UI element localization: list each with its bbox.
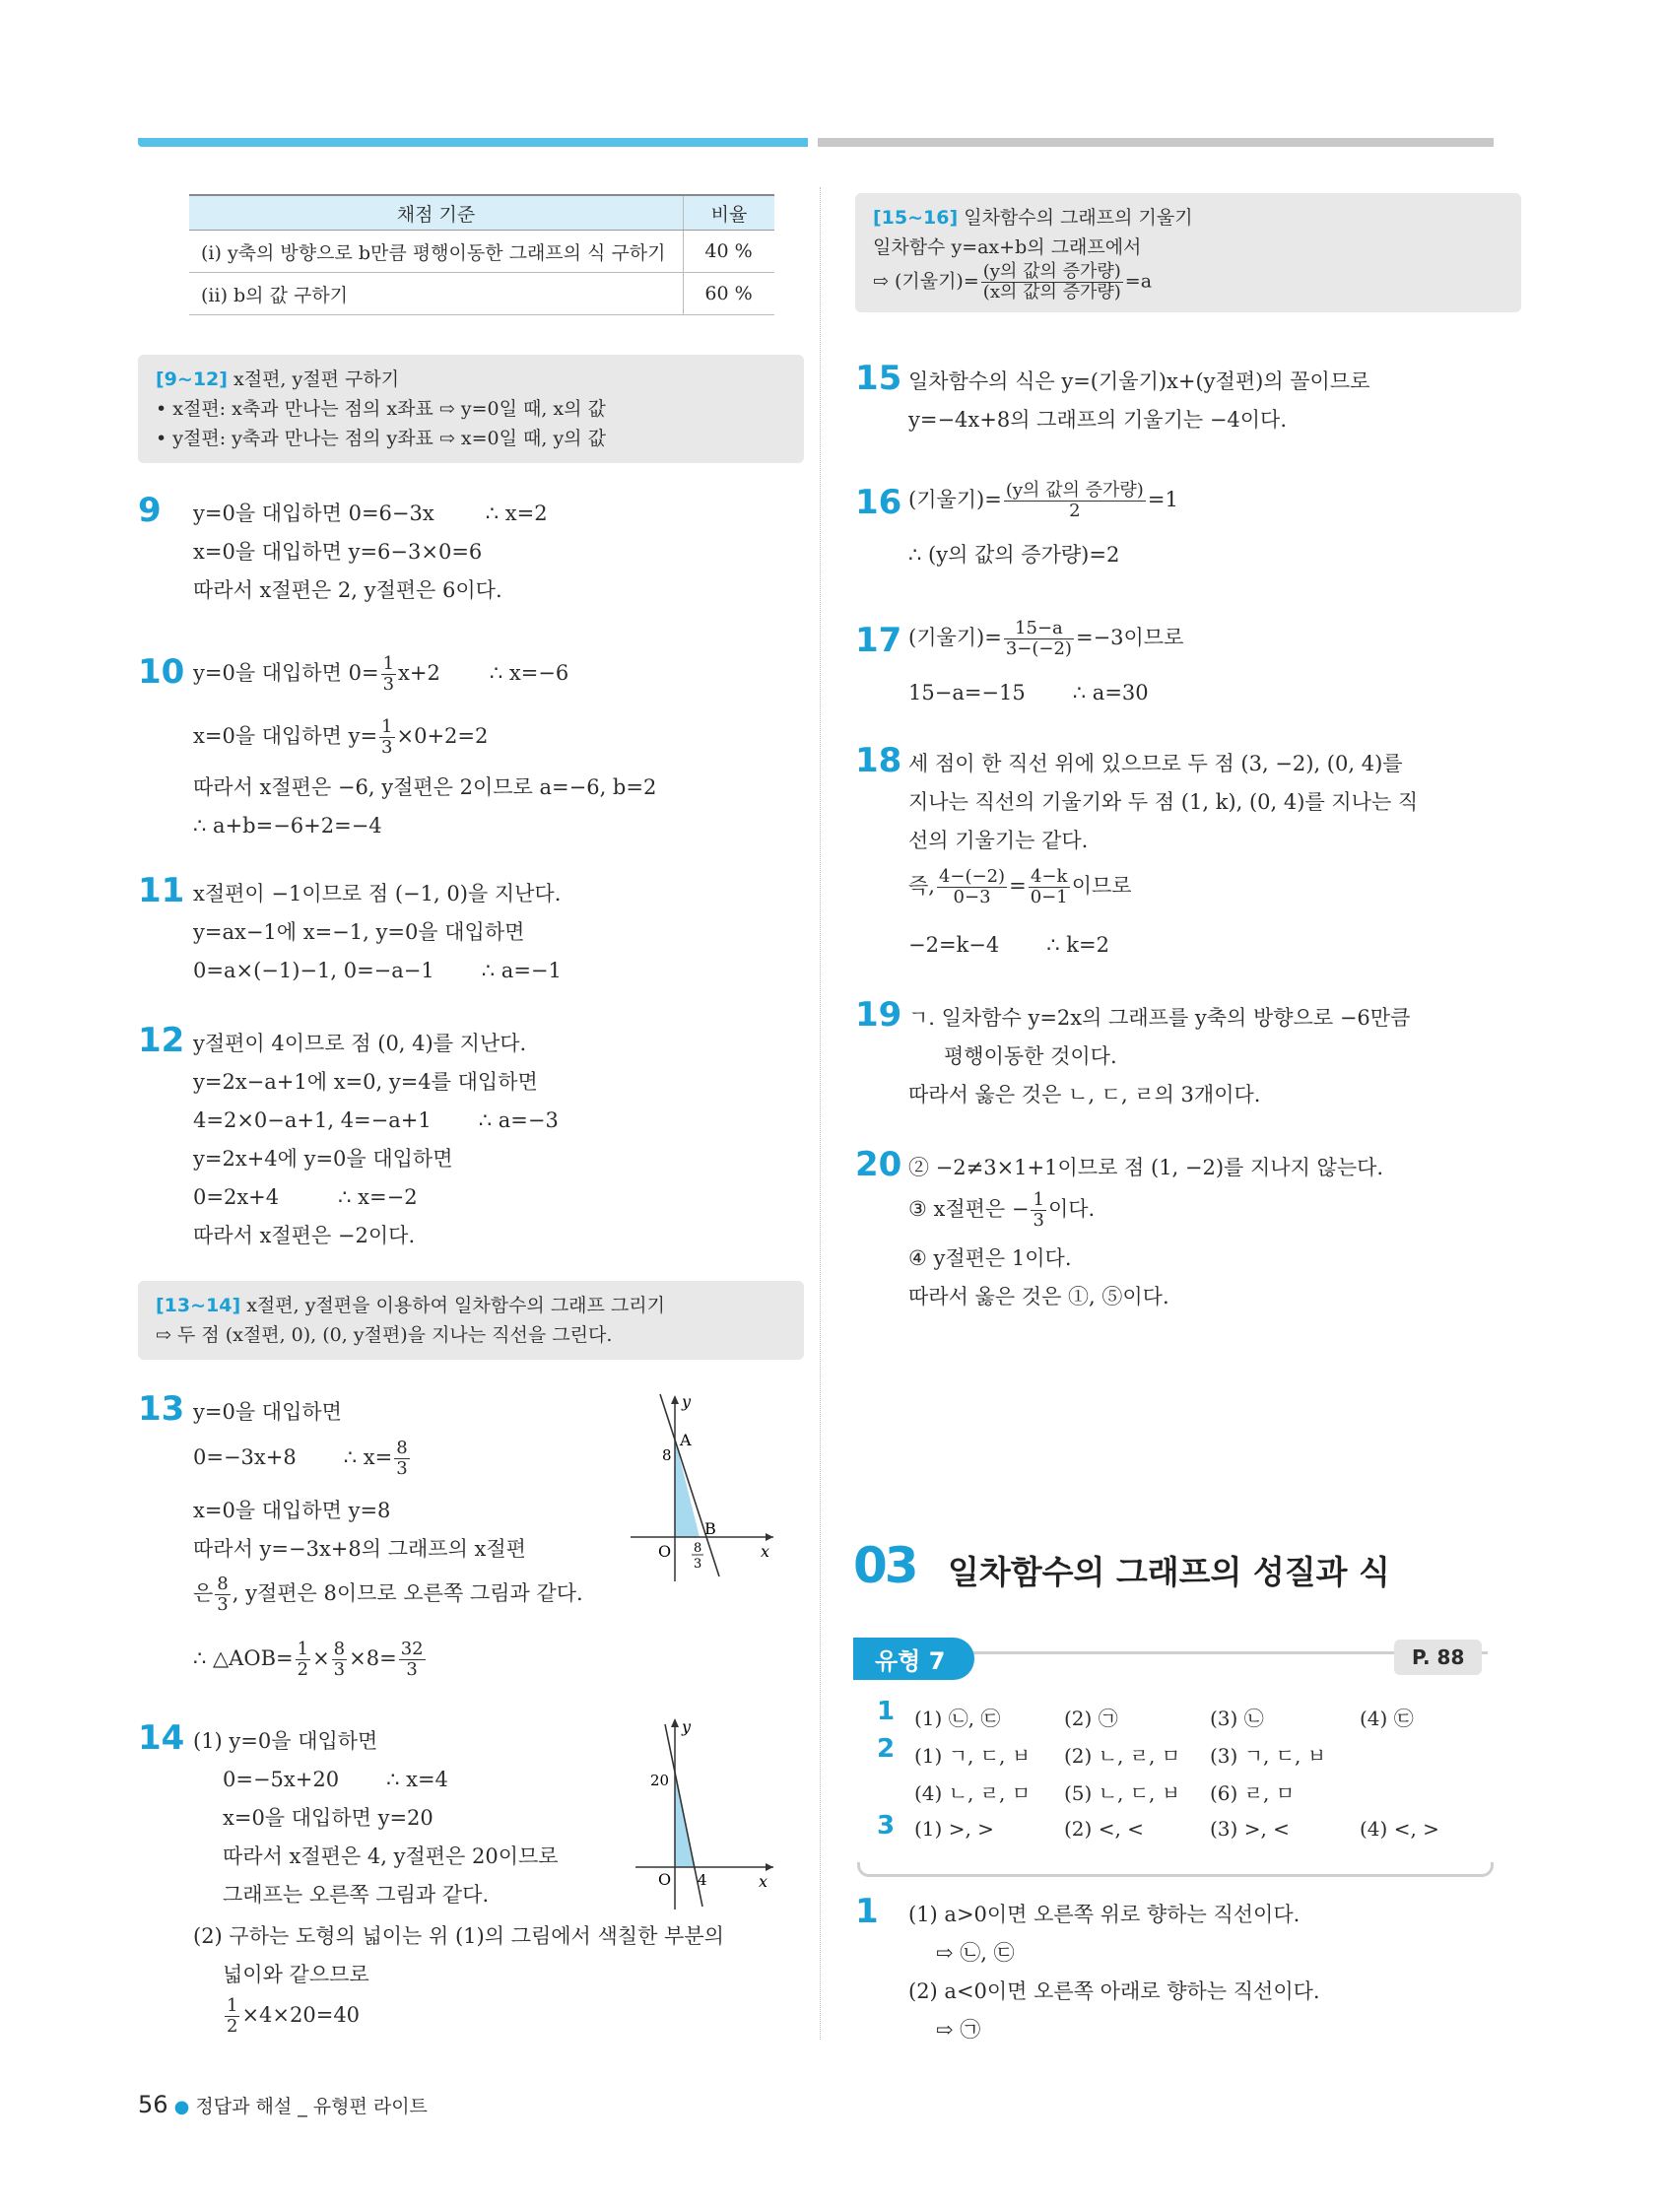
table-row [189,231,774,273]
solution-text: x=0을 대입하면 y=6−3×0=6 [193,540,483,564]
answer-cell: (4) ㄴ, ㄹ, ㅁ [914,1781,1032,1805]
problem-number: 16 [855,483,902,522]
table-cell: (ii) b의 값 구하기 [189,273,684,315]
solution-text: 세 점이 한 직선 위에 있으므로 두 점 (3, −2), (0, 4)를 [908,752,1403,775]
answer-row: 2 [877,1734,896,1764]
solution-text: 따라서 x절편은 2, y절편은 6이다. [193,578,502,602]
page-footer [138,2091,428,2118]
solution-text: 평행이동한 것이다. [944,1044,1117,1068]
x-axis-label: x [759,1872,768,1891]
solution-text: 은 $\frac{8}{3}$ , y절편은 8이므로 오른쪽 그림과 같다. [193,1574,583,1615]
solution-text: x=0을 대입하면 y=20 [223,1806,434,1830]
problem-number: 17 [855,621,902,660]
y-axis-label: y [682,1717,692,1736]
problem-number: 18 [855,741,902,780]
solution-text: (기울기)= $\frac{\text{(y의 값의 증가량)}}{2}$ =1 [908,480,1178,521]
solution-text: 따라서 x절편은 −2이다. [193,1224,416,1247]
solution-text: 넓이와 같으므로 [223,1963,369,1986]
point-a-label: A [680,1431,692,1449]
solution-text: 지나는 직선의 기울기와 두 점 (1, k), (0, 4)를 지나는 직 [908,790,1419,814]
section-title: 일차함수의 그래프의 성질과 식 [948,1553,1390,1591]
table-row [189,273,774,315]
y-axis-label: y [682,1392,692,1411]
solution-text: y=0을 대입하면 [193,1400,342,1424]
table-cell: (i) y축의 방향으로 b만큼 평행이동한 그래프의 식 구하기 [189,231,684,273]
graph-13 [621,1389,778,1586]
table-cell: 60 % [684,273,775,315]
note-box-15-16: [15~16] 일차함수의 그래프의 기울기 일차함수 y=ax+b의 그래프에서 ⇨ (기울기)= $\frac{\text{(y의 값의 증가량)}}{\text{(x의 값의 증가량)}}$ =a [855,193,1521,312]
solution-text: 따라서 x절편은 −6, y절편은 2이므로 a=−6, b=2 [193,775,657,799]
problem-number: 14 [138,1718,185,1758]
solution-text: ④ y절편은 1이다. [908,1246,1072,1270]
solution-text: 선의 기울기는 같다. [908,829,1089,852]
svg-text:3: 3 [694,1557,702,1572]
note-box-9-12: [9~12] x절편, y절편 구하기 • x절편: x축과 만나는 점의 x좌표 ⇨ y=0일 때, x의 값 • y절편: y축과 만나는 점의 y좌표 ⇨ x=0일 때, y의 값 [138,355,804,463]
problem-number: 9 [138,491,162,530]
solution-text: 그래프는 오른쪽 그림과 같다. [223,1883,490,1907]
answer-cell: (3) >, < [1210,1817,1290,1841]
solution-text: y=0을 대입하면 0=6−3x ∴ x=2 [193,502,548,525]
answer-box-bottom [857,1862,1494,1877]
problem-number: 10 [138,652,185,692]
answer-cell: (4) <, > [1360,1817,1439,1841]
answer-row: 3 [877,1811,896,1841]
solution-text: x=0을 대입하면 y=8 [193,1499,391,1522]
type-label: 유형 7 [853,1638,974,1680]
solution-text: 따라서 y=−3x+8의 그래프의 x절편 [193,1537,526,1561]
solution-text: (1) a>0이면 오른쪽 위로 향하는 직선이다. [908,1903,1301,1926]
problem-number: 1 [855,1892,879,1931]
solution-text: 0=a×(−1)−1, 0=−a−1 ∴ a=−1 [193,959,562,982]
origin-label: O [658,1542,672,1561]
answer-cell: (3) ㄱ, ㄷ, ㅂ [1210,1744,1327,1768]
note-box-13-14: [13~14] x절편, y절편을 이용하여 일차함수의 그래프 그리기 ⇨ 두 점 (x절편, 0), (0, y절편)을 지나는 직선을 그린다. [138,1281,804,1360]
table-header-criteria: 채점 기준 [189,195,684,231]
solution-text: 0=−5x+20 ∴ x=4 [223,1768,448,1791]
solution-text: $\frac{1}{2}$ ×4×20=40 [227,1995,361,2037]
graph-14 [631,1714,778,1911]
solution-text: 따라서 옳은 것은 ㄴ, ㄷ, ㄹ의 3개이다. [908,1083,1261,1106]
solution-text: 일차함수의 식은 y=(기울기)x+(y절편)의 꼴이므로 [908,369,1370,393]
answer-cell: (2) <, < [1064,1817,1144,1841]
solution-text: (2) 구하는 도형의 넓이는 위 (1)의 그림에서 색칠한 부분의 [193,1924,724,1948]
solution-text: (기울기)= $\frac{15-a}{3-(-2)}$ =−3이므로 [908,618,1184,659]
column-divider [820,187,821,2040]
answer-cell: (1) ㉡, ㉢ [914,1707,1001,1730]
solution-text: 4=2×0−a+1, 4=−a+1 ∴ a=−3 [193,1108,559,1132]
solution-text: 0=2x+4 ∴ x=−2 [193,1185,418,1209]
answer-cell: (6) ㄹ, ㅁ [1210,1781,1296,1805]
origin-label: O [658,1870,672,1889]
solution-text: ∴ (y의 값의 증가량)=2 [908,543,1120,567]
answer-cell: (1) ㄱ, ㄷ, ㅂ [914,1744,1032,1768]
problem-number: 15 [855,359,902,398]
solution-text: y절편이 4이므로 점 (0, 4)를 지난다. [193,1032,527,1055]
solution-text: y=−4x+8의 그래프의 기울기는 −4이다. [908,408,1288,432]
answer-cell: (4) ㉢ [1360,1707,1414,1730]
x-tick-label: 4 [698,1871,707,1889]
solution-text: −2=k−4 ∴ k=2 [908,933,1109,957]
solution-text: 0=−3x+8 ∴ x= $\frac{8}{3}$ [193,1438,408,1479]
problem-number: 11 [138,871,185,910]
answer-cell: (2) ㉠ [1064,1707,1118,1730]
y-tick-label: 8 [662,1446,672,1464]
point-b-label: B [704,1519,716,1538]
answer-row: 1 [877,1697,896,1726]
solution-text: 따라서 옳은 것은 ①, ⑤이다. [908,1285,1169,1308]
solution-text: 즉, $\frac{4-(-2)}{0-3}$ = $\frac{4-k}{0-1}$ 이므로 [908,866,1132,907]
answer-cell: (1) >, > [914,1817,994,1841]
answer-cell: (2) ㄴ, ㄹ, ㅁ [1064,1744,1181,1768]
solution-text: 15−a=−15 ∴ a=30 [908,681,1149,704]
section-number: 03 [853,1537,916,1594]
y-tick-label: 20 [650,1772,670,1789]
answer-cell: (5) ㄴ, ㄷ, ㅂ [1064,1781,1181,1805]
footer-title: 정답과 해설 _ 유형편 라이트 [195,2096,428,2117]
solution-text: ③ x절편은 − $\frac{1}{3}$ 이다. [908,1189,1096,1231]
solution-text: (1) y=0을 대입하면 [193,1729,378,1753]
solution-text: x=0을 대입하면 y= $\frac{1}{3}$ ×0+2=2 [193,716,489,758]
bullet-icon: ● [173,2097,190,2117]
grading-table [189,194,774,315]
solution-text: ⇨ ㉠ [936,2018,981,2042]
problem-number: 19 [855,995,902,1035]
table-header-ratio: 비율 [684,195,775,231]
table-cell: 40 % [684,231,775,273]
x-axis-label: x [761,1542,770,1561]
solution-text: ∴ △AOB= $\frac{1}{2}$ × $\frac{8}{3}$ ×8= $\frac{32}{3}$ [193,1639,424,1680]
solution-text: ⇨ ㉡, ㉢ [936,1941,1015,1965]
solution-text: ㄱ. 일차함수 y=2x의 그래프를 y축의 방향으로 −6만큼 [908,1006,1411,1030]
solution-text: (2) a<0이면 오른쪽 아래로 향하는 직선이다. [908,1979,1320,2003]
solution-text: 따라서 x절편은 4, y절편은 20이므로 [223,1844,559,1868]
problem-number: 20 [855,1145,902,1184]
page-reference: P. 88 [1394,1640,1482,1675]
solution-text: ∴ a+b=−6+2=−4 [193,814,382,838]
problem-number: 12 [138,1021,185,1060]
solution-text: y=2x+4에 y=0을 대입하면 [193,1147,453,1171]
solution-text: ② −2≠3×1+1이므로 점 (1, −2)를 지나지 않는다. [908,1156,1384,1179]
solution-text: y=2x−a+1에 x=0, y=4를 대입하면 [193,1070,538,1094]
solution-text: x절편이 −1이므로 점 (−1, 0)을 지난다. [193,882,562,905]
top-bar-left [138,138,808,147]
answer-cell: (3) ㉡ [1210,1707,1264,1730]
page-number: 56 [138,2091,168,2118]
problem-number: 13 [138,1389,185,1429]
solution-text: y=ax−1에 x=−1, y=0을 대입하면 [193,920,525,944]
solution-text: y=0을 대입하면 0= $\frac{1}{3}$ x+2 ∴ x=−6 [193,653,569,695]
x-tick-label: 8 [694,1541,702,1556]
top-bar-right [818,138,1494,147]
